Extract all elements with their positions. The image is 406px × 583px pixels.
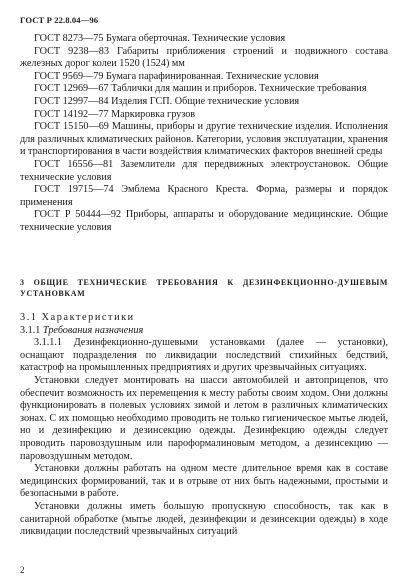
paragraph: Установки должны работать на одном месте длительное время как в составе медицинских формирований, так и в отрыве от них быть надежными, простыми и безопасными в работе. [20, 463, 388, 500]
standard-item: ГОСТ 9569—79 Бумага парафинированная. Технические условия [34, 70, 319, 82]
page-number: 2 [20, 565, 25, 575]
section-heading: 3 ОБЩИЕ ТЕХНИЧЕСКИЕ ТРЕБОВАНИЯ К ДЕЗИНФЕКЦИОННО-ДУШЕВЫМ УСТАНОВКАМ [20, 278, 388, 298]
standard-item: ГОСТ 12997—84 Изделия ГСП. Общие технические условия [34, 95, 300, 107]
subsubsection-title: Требования назначения [42, 324, 144, 336]
standard-item: ГОСТ 12969—67 Таблички для машин и приборов. Технические требования [34, 83, 367, 95]
standard-item: ГОСТ 8273—75 Бумага оберточная. Технические условия [34, 33, 286, 44]
paragraph: Установки должны иметь большую пропускную способность, так как в санитарной обработке (мытье людей, дезинфекции и дезинсекции одежды) в ходе ликвидации последствий чрезвычайных ситуаций [20, 500, 388, 538]
standard-item: ГОСТ 16556—81 Заземлители для передвижных электроустановок. Общие технические условия [20, 158, 388, 183]
section-body [20, 312, 388, 539]
standards-list [20, 33, 388, 235]
standard-item: ГОСТ 9238—83 Габариты приближения строений и подвижного состава железных дорог колеи 1520 (1524) мм [20, 45, 388, 70]
paragraph: Установки следует монтировать на шасси автомобилей и автоприцепов, что обеспечит возможность их перемещения к месту работы своим ходом. Они должны функционировать в полевых условиях зимой и летом в различных климатических зонах. С их помощью необходимо проводить не только гигиеническое мытье людей, но и дезинфекцию и дезинсекцию одежды. Дезинфекцию одежды следует проводить паровоздушным или пароформалиновым методом, а дезинсекцию — паровоздушным методом. [20, 374, 388, 462]
standard-item: ГОСТ 14192—77 Маркировка грузов [34, 108, 196, 120]
subsection-heading: 3.1 Характеристики [20, 312, 135, 323]
page-header: ГОСТ Р 22.8.04—96 [20, 15, 99, 25]
standard-item: ГОСТ 19715—74 Эмблема Красного Креста. Форма, размеры и порядок применения [20, 184, 388, 208]
standard-item: ГОСТ 15150—69 Машины, приборы и другие технические изделия. Исполнения для различных климатических районов. Категории, условия эксплуатации, хранения и транспортирования в части воздействия климатических факторов внешней среды [20, 121, 388, 158]
standard-item: ГОСТ Р 50444—92 Приборы, аппараты и оборудование медицинские. Общие технические условия [20, 209, 388, 233]
subsubsection-heading [20, 325, 388, 338]
paragraph: 3.1.1.1 Дезинфекционно-душевыми установками (далее — установки), оснащают подразделения по ликвидации последствий стихийных бедствий, катастроф на промышленных предприятиях и других чрезвычайных ситуациях. [20, 337, 388, 374]
subsubsection-number: 3.1.1 [20, 324, 41, 336]
